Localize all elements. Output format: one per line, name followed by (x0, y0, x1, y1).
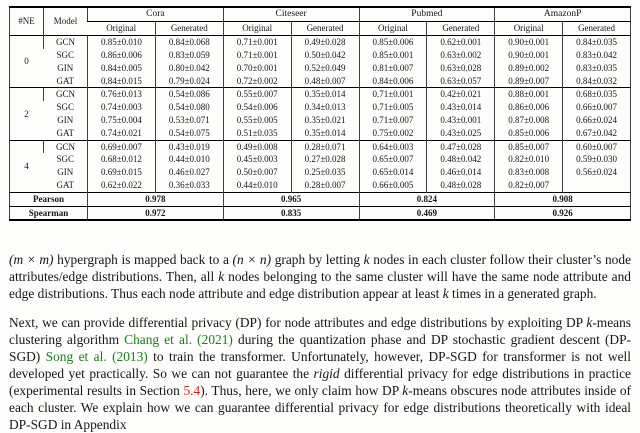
cell-value: 0.75±0.002 (359, 127, 427, 140)
cell-value: 0.35±0.014 (291, 127, 359, 140)
cell-value: 0.69±0.007 (88, 140, 156, 153)
inline-math: k (586, 315, 593, 331)
spearman-value: 0.835 (223, 206, 359, 220)
cell-value: 0.90±0.001 (495, 49, 563, 62)
table-row (10, 75, 631, 88)
header-dataset-citeseer: Citeseer (223, 7, 359, 22)
cell-value: 0.34±0.013 (291, 101, 359, 114)
table-row (10, 62, 631, 75)
table-row (10, 114, 631, 127)
cell-value: 0.83±0.035 (563, 62, 631, 75)
subheader-generated: Generated (427, 22, 495, 36)
cell-value: 0.75±0.004 (88, 114, 156, 127)
paragraph-differential-privacy (9, 314, 631, 433)
spearman-value: 0.469 (359, 206, 495, 220)
cell-value: 0.35±0.014 (291, 88, 359, 101)
cell-value: 0.63±0.028 (427, 62, 495, 75)
table-row (10, 88, 631, 101)
citation-link[interactable]: Chang et al. (2021) (124, 332, 233, 348)
cell-model: GAT (56, 127, 74, 138)
body-text-segment: Next, we can provide differential privacy (DP) for node attributes and edge distributions by exploiting DP (9, 315, 587, 331)
cell-model: GIN (57, 167, 74, 178)
inline-math: k (442, 286, 449, 302)
cell-value: 0.42±0.021 (427, 88, 495, 101)
cell-value: 0.74±0.003 (88, 101, 156, 114)
cell-value: 0.36±0.033 (155, 179, 223, 192)
cell-value: 0.69±0.015 (88, 166, 156, 179)
inline-math: (m × m) (9, 252, 54, 268)
cell-value: 0.84±0.005 (88, 62, 156, 75)
subheader-original: Original (495, 22, 563, 36)
pearson-value: 0.978 (88, 192, 224, 206)
spearman-value: 0.972 (88, 206, 224, 220)
body-text-segment: during the quantization phase and DP stochastic gradient descent (DP-SGD) (9, 332, 631, 365)
body-text-segment: -means obscures node attributes inside of each cluster. We explain how we can guarantee differential privacy for edge distributions theoretically with ideal DP-SGD in Appendix (9, 383, 631, 433)
cell-value: 0.85±0.001 (359, 49, 427, 62)
cell-value: 0.46±0.027 (155, 166, 223, 179)
cell-value: 0.68±0.012 (88, 153, 156, 166)
cell-value: 0.48±0.042 (427, 153, 495, 166)
subheader-original: Original (359, 22, 427, 36)
subheader-generated: Generated (155, 22, 223, 36)
group-ne-4 (10, 140, 631, 192)
cell-value: 0.45±0.003 (223, 153, 291, 166)
cell-value: 0.49±0.008 (223, 140, 291, 153)
table-row (10, 179, 631, 192)
inline-math: (n × n) (232, 252, 272, 268)
cell-value: 0.71±0.005 (359, 101, 427, 114)
cell-value: 0.56±0.024 (563, 166, 631, 179)
cell-value: 0.80±0.042 (155, 62, 223, 75)
cell-value: 0.44±0.010 (155, 153, 223, 166)
table-row (10, 166, 631, 179)
cell-value: 0.53±0.071 (155, 114, 223, 127)
cell-ne: 4 (10, 140, 44, 192)
header-dataset-pubmed: Pubmed (359, 7, 495, 22)
spearman-row (10, 206, 631, 220)
subheader-generated: Generated (291, 22, 359, 36)
cell-value: 0.86±0.006 (88, 49, 156, 62)
cell-value: 0.48±0.007 (291, 75, 359, 88)
body-text-segment: ). Thus, here, we only claim how DP (200, 383, 403, 399)
cell-value: 0.85±0.010 (88, 36, 156, 49)
cell-value: 0.87±0.008 (495, 114, 563, 127)
citation-link[interactable]: Song et al. (2013) (45, 349, 148, 365)
cell-value: 0.27±0.028 (291, 153, 359, 166)
cell-model: SGC (56, 154, 74, 165)
table-row (10, 36, 631, 49)
cell-value: 0.47±0.028 (427, 140, 495, 153)
cell-value: 0.28±0.071 (291, 140, 359, 153)
cell-value: 0.72±0.002 (223, 75, 291, 88)
cell-model: GCN (44, 36, 88, 49)
cell-ne: 0 (10, 36, 44, 88)
spearman-label: Spearman (28, 207, 69, 218)
cell-value: 0.63±0.002 (427, 49, 495, 62)
cell-value: 0.54±0.086 (155, 88, 223, 101)
header-model: Model (44, 7, 88, 36)
cell-value: 0.25±0.035 (291, 166, 359, 179)
cell-value: 0.84±0.068 (155, 36, 223, 49)
subheader-generated: Generated (563, 22, 631, 36)
cell-value: 0.88±0.001 (495, 88, 563, 101)
cell-value: 0.89±0.007 (495, 75, 563, 88)
cell-value: 0.85±0.006 (359, 36, 427, 49)
paragraph-hypergraph-mapping (9, 251, 631, 302)
cell-value: 0.49±0.028 (291, 36, 359, 49)
table-row (10, 49, 631, 62)
cell-value: 0.55±0.007 (223, 88, 291, 101)
cell-value: 0.83±0.008 (495, 166, 563, 179)
cell-value: 0.84±0.032 (563, 75, 631, 88)
inline-math: k (402, 383, 409, 399)
cell-value: 0.70±0.001 (223, 62, 291, 75)
subheader-original: Original (223, 22, 291, 36)
cell-value: 0.46±0.014 (427, 166, 495, 179)
cell-value: 0.43±0.019 (155, 140, 223, 153)
cell-value: 0.66±0.007 (563, 101, 631, 114)
cell-value: 0.71±0.001 (359, 88, 427, 101)
cell-value: 0.52±0.049 (291, 62, 359, 75)
cell-model: SGC (56, 49, 74, 60)
cell-value: 0.55±0.005 (223, 114, 291, 127)
table-row (10, 153, 631, 166)
pearson-value: 0.965 (223, 192, 359, 206)
group-ne-2 (10, 88, 631, 140)
cell-value: 0.81±0.007 (359, 62, 427, 75)
cell-value: 0.28±0.007 (291, 179, 359, 192)
inline-math: k (218, 269, 225, 285)
cell-model: GCN (44, 88, 88, 101)
body-text-segment: to train the transformer. Unfortunately, however, DP-SGD for transformer is not well developed yet practically. So we can not guarantee the (9, 349, 631, 382)
cell-model: GAT (56, 179, 74, 190)
cell-model: SGC (56, 102, 74, 113)
cell-value: 0.54±0.080 (155, 101, 223, 114)
cell-value: 0.43±0.025 (427, 127, 495, 140)
cell-model: GIN (57, 114, 74, 125)
table-row (10, 127, 631, 140)
spearman-value: 0.926 (495, 206, 631, 220)
cell-value: 0.54±0.006 (223, 101, 291, 114)
body-text-segment: nodes in each cluster follow their cluster’s node attributes/edge distributions. Then, all (9, 252, 632, 285)
pearson-row (10, 192, 631, 206)
cell-value: 0.79±0.024 (155, 75, 223, 88)
pearson-value: 0.908 (495, 192, 631, 206)
cell-value: 0.89±0.002 (495, 62, 563, 75)
cell-value: 0.85±0.006 (495, 127, 563, 140)
body-text-segment: times in a generated graph. (448, 286, 597, 302)
body-text-segment: differential privacy for edge distributions in practice (experimental results in Section (9, 366, 631, 399)
cell-value: 0.82±0.010 (495, 153, 563, 166)
cell-value: 0.85±0.007 (495, 140, 563, 153)
cell-value: 0.67±0.042 (563, 127, 631, 140)
subheader-original: Original (88, 22, 156, 36)
cell-value: 0.83±0.042 (563, 49, 631, 62)
cell-value (563, 179, 631, 192)
cell-value: 0.71±0.007 (359, 114, 427, 127)
cell-value: 0.66±0.005 (359, 179, 427, 192)
cell-value: 0.62±0.022 (88, 179, 156, 192)
cell-value: 0.43±0.001 (427, 114, 495, 127)
cell-value: 0.71±0.001 (223, 49, 291, 62)
cell-value: 0.35±0.021 (291, 114, 359, 127)
cell-value: 0.76±0.013 (88, 88, 156, 101)
body-text-segment: graph by letting (271, 252, 364, 268)
table-row (10, 101, 631, 114)
body-text-segment: rigid (313, 366, 340, 382)
cell-value: 0.82±0.007 (495, 179, 563, 192)
body-text (9, 251, 631, 433)
cell-value: 0.60±0.007 (563, 140, 631, 153)
body-text-segment: nodes belonging to the same cluster will have the same node attribute and edge distributions. Thus each node attribute and edge distribution appear at least (9, 269, 632, 302)
cell-value: 0.51±0.035 (223, 127, 291, 140)
table-row (10, 140, 631, 153)
cell-value: 0.62±0.001 (427, 36, 495, 49)
cell-value: 0.71±0.001 (223, 36, 291, 49)
body-text-segment: hypergraph is mapped back to a (53, 252, 233, 268)
pearson-value: 0.824 (359, 192, 495, 206)
cell-value: 0.50±0.042 (291, 49, 359, 62)
results-table (9, 6, 631, 221)
cell-value: 0.90±0.001 (495, 36, 563, 49)
cell-value: 0.68±0.035 (563, 88, 631, 101)
cell-value: 0.66±0.024 (563, 114, 631, 127)
cell-value: 0.54±0.075 (155, 127, 223, 140)
cell-value: 0.65±0.007 (359, 153, 427, 166)
pearson-label: Pearson (10, 192, 88, 206)
header-ne: #NE (18, 16, 35, 27)
section-ref-link[interactable]: 5.4 (183, 383, 201, 399)
header-dataset-amazonp: AmazonP (495, 7, 631, 22)
inline-math: k (363, 252, 370, 268)
group-ne-0 (10, 36, 631, 88)
cell-value: 0.86±0.006 (495, 101, 563, 114)
cell-value: 0.48±0.028 (427, 179, 495, 192)
cell-ne: 2 (10, 88, 44, 140)
cell-value: 0.64±0.003 (359, 140, 427, 153)
cell-model: GIN (57, 62, 74, 73)
cell-value: 0.63±0.057 (427, 75, 495, 88)
cell-value: 0.84±0.035 (563, 36, 631, 49)
cell-value: 0.84±0.006 (359, 75, 427, 88)
cell-value: 0.59±0.030 (563, 153, 631, 166)
cell-model: GCN (44, 140, 88, 153)
cell-value: 0.50±0.007 (223, 166, 291, 179)
cell-value: 0.74±0.021 (88, 127, 156, 140)
cell-model: GAT (56, 75, 74, 86)
body-text-segment: -means clustering algorithm (9, 315, 631, 348)
cell-value: 0.65±0.014 (359, 166, 427, 179)
cell-value: 0.83±0.059 (155, 49, 223, 62)
cell-value: 0.44±0.010 (223, 179, 291, 192)
cell-value: 0.43±0.014 (427, 101, 495, 114)
header-dataset-cora: Cora (88, 7, 224, 22)
cell-value: 0.84±0.015 (88, 75, 156, 88)
